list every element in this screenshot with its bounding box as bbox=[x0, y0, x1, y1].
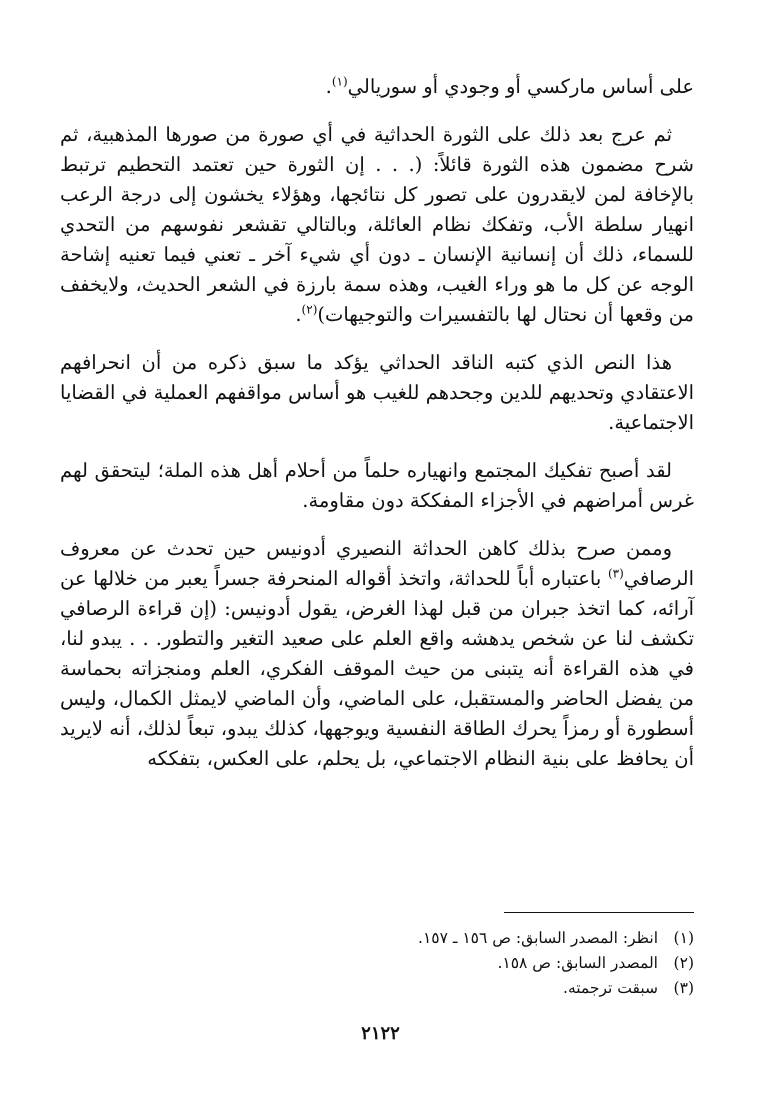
page-number: ٢١٢٢ bbox=[361, 1023, 400, 1044]
footnote-divider bbox=[504, 912, 694, 913]
paragraph-5 bbox=[60, 534, 694, 774]
footnote-text: المصدر السابق: ص ١٥٨. bbox=[497, 954, 658, 972]
paragraph-4-text: لقد أصبح تفكيك المجتمع وانهياره حلماً من أحلام أهل هذه الملة؛ ليتحقق لهم غرس أمراضهم في الأجزاء المفككة دون مقاومة. bbox=[60, 459, 694, 512]
footnote-ref-2: (٢) bbox=[301, 302, 318, 317]
paragraph-1-text: على أساس ماركسي أو وجودي أو سوريالي bbox=[347, 75, 694, 98]
footnote-3 bbox=[60, 976, 694, 1001]
page-body bbox=[60, 72, 694, 792]
paragraph-1 bbox=[60, 72, 694, 102]
paragraph-5-before: وممن صرح بذلك كاهن الحداثة النصيري أدونيس حين تحدث عن معروف الرصافي bbox=[60, 537, 694, 590]
paragraph-3 bbox=[60, 348, 694, 438]
footnotes bbox=[60, 926, 694, 1001]
footnote-1 bbox=[60, 926, 694, 951]
paragraph-3-text: هذا النص الذي كتبه الناقد الحداثي يؤكد ما سبق ذكره من أن انحرافهم الاعتقادي وتحديهم للدين وجحدهم للغيب هو أساس مواقفهم العملية في القضايا الاجتماعية. bbox=[60, 351, 694, 434]
paragraph-2-tail: . bbox=[295, 303, 302, 326]
paragraph-2-text: ثم عرج بعد ذلك على الثورة الحداثية في أي صورة من صورها المذهبية، ثم شرح مضمون هذه الثورة قائلاً: (. . . إن الثورة حين تعتمد التحطيم ترتبط بالإخافة لمن لايقدرون على تصور كل نتائجها، وهؤلاء يخشون إلى درجة الرعب انهيار سلطة الأب، وتفكك نظام العائلة، وبالتالي تقشعر نفوسهم من التحدي للسماء، ذلك أن إنسانية الإنسان ـ دون أي شيء آخر ـ تعني فيما تعنيه إشاحة الوجه عن كل ما هو وراء الغيب، وهذه سمة بارزة في الشعر الحديث، ولايخفف من وقعها أن نحتال لها بالتفسيرات والتوجيهات) bbox=[60, 123, 694, 326]
paragraph-1-tail: . bbox=[325, 75, 332, 98]
footnote-2 bbox=[60, 951, 694, 976]
footnote-text: انظر: المصدر السابق: ص ١٥٦ ـ ١٥٧. bbox=[418, 929, 658, 947]
footnote-ref-3: (٣) bbox=[607, 566, 624, 581]
paragraph-4 bbox=[60, 456, 694, 516]
footnote-text: سبقت ترجمته. bbox=[563, 979, 658, 997]
footnote-number: (٢) bbox=[673, 954, 694, 972]
paragraph-2 bbox=[60, 120, 694, 330]
paragraph-5-after: باعتباره أباً للحداثة، واتخذ أقواله المنحرفة جسراً يعبر من خلالها عن آرائه، كما اتخذ جبران من قبل لهذا الغرض، يقول أدونيس: (إن قراءة الرصافي تكشف لنا عن شخص يدهشه واقع العلم على صعيد التغير والتطور. . . يبدو لنا، في هذه القراءة أنه يتبنى من حيث الموقف الفكري، العلم ومنجزاته بحماسة من يفضل الحاضر والمستقبل، على الماضي، وأن الماضي لايمثل الكمال، وليس أسطورة أو رمزاً يحرك الطاقة النفسية ويوجهها، كذلك يبدو، تبعاً لذلك، أنه لايريد أن يحافظ على بنية النظام الاجتماعي، بل يحلم، على العكس، بتفككه bbox=[60, 567, 694, 770]
footnote-number: (٣) bbox=[673, 979, 694, 997]
footnote-number: (١) bbox=[673, 929, 694, 947]
footnote-ref-1: (١) bbox=[331, 74, 348, 89]
